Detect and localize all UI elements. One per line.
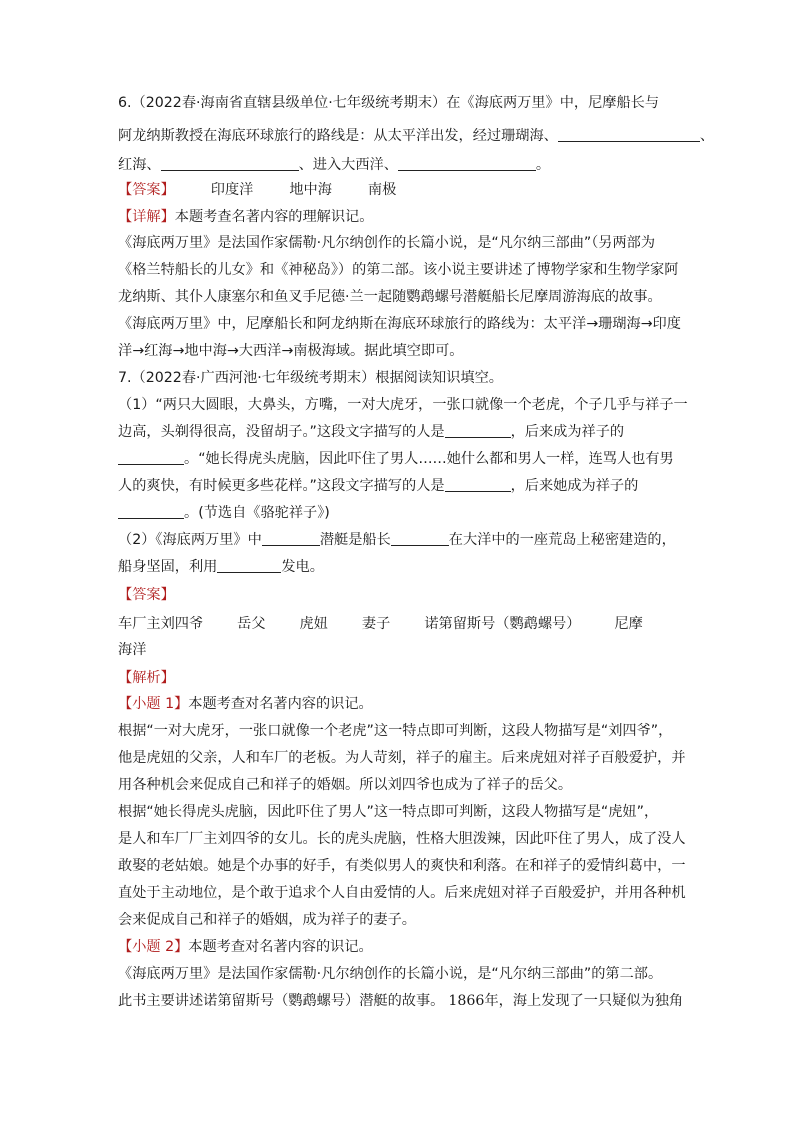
q7-p1-text-3: 。“她长得虎头虎脑，因此吓住了男人……她什么都和男人一样，连骂人也有男 [184, 451, 674, 467]
q6-explain-line [118, 314, 681, 334]
q7-p2-text-2a: 船身坚固，利用 [118, 559, 218, 575]
q7-blank-1[interactable] [445, 423, 511, 438]
q7-blank-2[interactable] [118, 450, 184, 465]
q7-sub1-para1-line [118, 775, 572, 795]
q7-p1-text-4a: 人的爽快，有时候更多些花样。”这段文字描写的人是 [118, 478, 445, 494]
q6-stem-text-3b: 、进入大西洋、 [298, 157, 398, 173]
q6-answer-line [118, 180, 396, 200]
q6-answer-1: 印度洋 [210, 182, 254, 198]
q7-sub2-para-text: 年，海上发现了一只疑似为独角 [484, 993, 684, 1009]
q7-p1-text-2b: ，后来成为祥子的 [510, 424, 625, 440]
q6-answer-3: 南极 [367, 182, 397, 198]
q6-explain-line [118, 341, 464, 361]
q7-sub1-para2-line [118, 802, 658, 822]
q6-explain-line [118, 287, 662, 307]
q7-sub1-para2-line [118, 829, 686, 849]
q7-p1-text-1: （1）“两只大圆眼，大鼻头，方嘴，一对大虎牙，一张口就像一个老虎，个子几乎与祥子一 [118, 397, 688, 413]
q6-stem-line-1 [118, 93, 659, 113]
q6-explain-text: 《海底两万里》中，尼摩船长和阿龙纳斯在海底环球旅行的路线为：太平洋→珊瑚海→印度 [118, 316, 681, 332]
q7-sub1-para2-text: 根据“她长得虎头虎脑，因此吓住了男人”这一特点即可判断，这段人物描写是“虎妞”， [118, 804, 659, 820]
q7-answer-1: 车厂主刘四爷 [118, 616, 204, 632]
q6-stem-text-3c: 。 [535, 157, 551, 173]
q7-p2-line-1 [118, 530, 676, 550]
q7-p1-text-4b: ，后来她成为祥子的 [510, 478, 639, 494]
q7-sub1-para2-line [118, 910, 416, 930]
q7-p2-text-2b: 发电。 [281, 559, 324, 575]
q7-answer-label-line [118, 585, 175, 605]
q7-sub1-para1-line [118, 748, 686, 768]
q7-p1-line-1 [118, 395, 688, 415]
q7-blank-5[interactable] [262, 531, 320, 546]
q6-stem-sep: 、 [699, 128, 715, 144]
q6-stem-text-3a: 红海、 [118, 157, 161, 173]
q7-sub1-para2-text: 会来促成自己和祥子的婚姻，成为祥子的妻子。 [118, 912, 416, 928]
q7-sub1-para2-line [118, 856, 686, 876]
q7-answer-6: 尼摩 [614, 616, 643, 632]
q7-sub2-text: 本题考查对名著内容的识记。 [188, 939, 373, 955]
q7-sub1-para1-line [118, 721, 672, 741]
q7-stem-text: 7.（2022春·广西河池·七年级统考期末）根据阅读知识填空。 [118, 370, 503, 386]
q7-p2-line-2 [118, 557, 324, 577]
q6-detail-text: 本题考查名著内容的理解识记。 [174, 209, 374, 225]
q6-detail-label: 【详解】 [118, 209, 175, 225]
q6-blank-1[interactable] [558, 127, 700, 142]
q7-sub2-para-line [118, 964, 662, 984]
q7-sub1-para2-text: 直处于主动地位，是个敢于追求个人自由爱情的人。后来虎妞对祥子百般爱护，并用各种机 [118, 885, 686, 901]
q7-answer-wrap: 海洋 [118, 642, 147, 658]
q6-explain-text: 龙纳斯、其仆人康塞尔和鱼叉手尼德·兰一起随鹦鹉螺号潜艇船长尼摩周游海底的故事。 [118, 289, 662, 305]
q6-explain-text: 洋→红海→地中海→大西洋→南极海域。据此填空即可。 [118, 343, 464, 359]
q7-sub1-label: 【小题 1】 [118, 696, 189, 712]
q7-sub2-label: 【小题 2】 [118, 939, 189, 955]
q7-p1-line-3 [118, 449, 674, 469]
q7-sub2-para-line [118, 991, 683, 1011]
q7-sub2-year: 1866 [448, 993, 485, 1009]
q7-sub1-para1-text: 根据“一对大虎牙，一张口就像一个老虎”这一特点即可判断，这段人物描写是“刘四爷”， [118, 723, 673, 739]
q7-sub1-para1-text: 他是虎妞的父亲，人和车厂的老板。为人苛刻，祥子的雇主。后来虎妞对祥子百般爱护，并 [118, 750, 686, 766]
q7-sub1-para2-text: 是人和车厂厂主刘四爷的女儿。长的虎头虎脑，性格大胆泼辣，因此吓住了男人，成了没人 [118, 831, 686, 847]
q6-stem-text-2: 阿龙纳斯教授在海底环球旅行的路线是：从太平洋出发，经过珊瑚海、 [118, 128, 558, 144]
q7-p2-text-1b: 潜艇是船长 [319, 532, 391, 548]
q7-p2-text-1c: 在大洋中的一座荒岛上秘密建造的， [448, 532, 676, 548]
q7-sub1-para1-text: 用各种机会来促成自己和祥子的婚姻。所以刘四爷也成为了祥子的岳父。 [118, 777, 573, 793]
q6-explain-line [118, 233, 655, 253]
q7-p2-text-1a: （2）《海底两万里》中 [118, 532, 262, 548]
q6-blank-3[interactable] [398, 156, 536, 171]
q6-explain-line [118, 260, 678, 280]
q7-analysis-label-line [118, 668, 175, 688]
q6-answer-label: 【答案】 [118, 182, 175, 198]
q7-sub2-para-text: 此书主要讲述诺第留斯号（鹦鹉螺号）潜艇的故事。 [118, 993, 445, 1009]
q6-stem-line-2 [118, 126, 714, 146]
q7-answer-2: 岳父 [237, 616, 266, 632]
q6-blank-2[interactable] [161, 156, 299, 171]
q7-p1-line-4 [118, 476, 638, 496]
q7-answer-4: 妻子 [361, 616, 391, 632]
q7-sub1-line [118, 694, 373, 714]
q7-answer-wrap-line [118, 640, 146, 660]
q7-sub1-para2-line [118, 883, 686, 903]
q7-blank-7[interactable] [217, 558, 281, 573]
q7-analysis-label: 【解析】 [118, 670, 175, 686]
q6-stem-text-1: 6.（2022春·海南省直辖县级单位·七年级统考期末）在《海底两万里》中，尼摩船长与 [118, 95, 660, 111]
q7-sub1-text: 本题考查对名著内容的识记。 [188, 696, 373, 712]
q7-answer-label: 【答案】 [118, 587, 175, 603]
q7-p1-text-2a: 边高，头剃得很高，没留胡子。”这段文字描写的人是 [118, 424, 445, 440]
q6-explain-text: 《格兰特船长的儿女》和《神秘岛》）的第二部。该小说主要讲述了博物学家和生物学家阿 [118, 262, 679, 278]
q7-answer-line [118, 614, 643, 634]
q7-blank-3[interactable] [445, 477, 511, 492]
q6-answer-2: 地中海 [289, 182, 332, 198]
q7-blank-4[interactable] [118, 504, 184, 519]
q7-p1-line-5 [118, 503, 330, 523]
q7-sub1-para2-text: 敢娶的老姑娘。她是个办事的好手，有类似男人的爽快和利落。在和祥子的爱情纠葛中，一 [118, 858, 686, 874]
q7-p1-line-2 [118, 422, 624, 442]
q7-blank-6[interactable] [391, 531, 449, 546]
q7-sub2-para-text: 《海底两万里》是法国作家儒勒·凡尔纳创作的长篇小说，是“凡尔纳三部曲”的第二部。 [118, 966, 663, 982]
q7-stem-line-1 [118, 368, 503, 388]
q6-detail-line [118, 207, 373, 227]
q7-sub2-line [118, 937, 373, 957]
q7-p1-text-5: 。(节选自《骆驼祥子》) [184, 505, 330, 521]
q7-answer-5: 诺第留斯号（鹦鹉螺号） [424, 616, 581, 632]
q6-stem-line-3 [118, 155, 550, 175]
q6-explain-text: 《海底两万里》是法国作家儒勒·凡尔纳创作的长篇小说，是“凡尔纳三部曲”（另两部为 [118, 235, 656, 251]
q7-answer-3: 虎妞 [299, 616, 328, 632]
